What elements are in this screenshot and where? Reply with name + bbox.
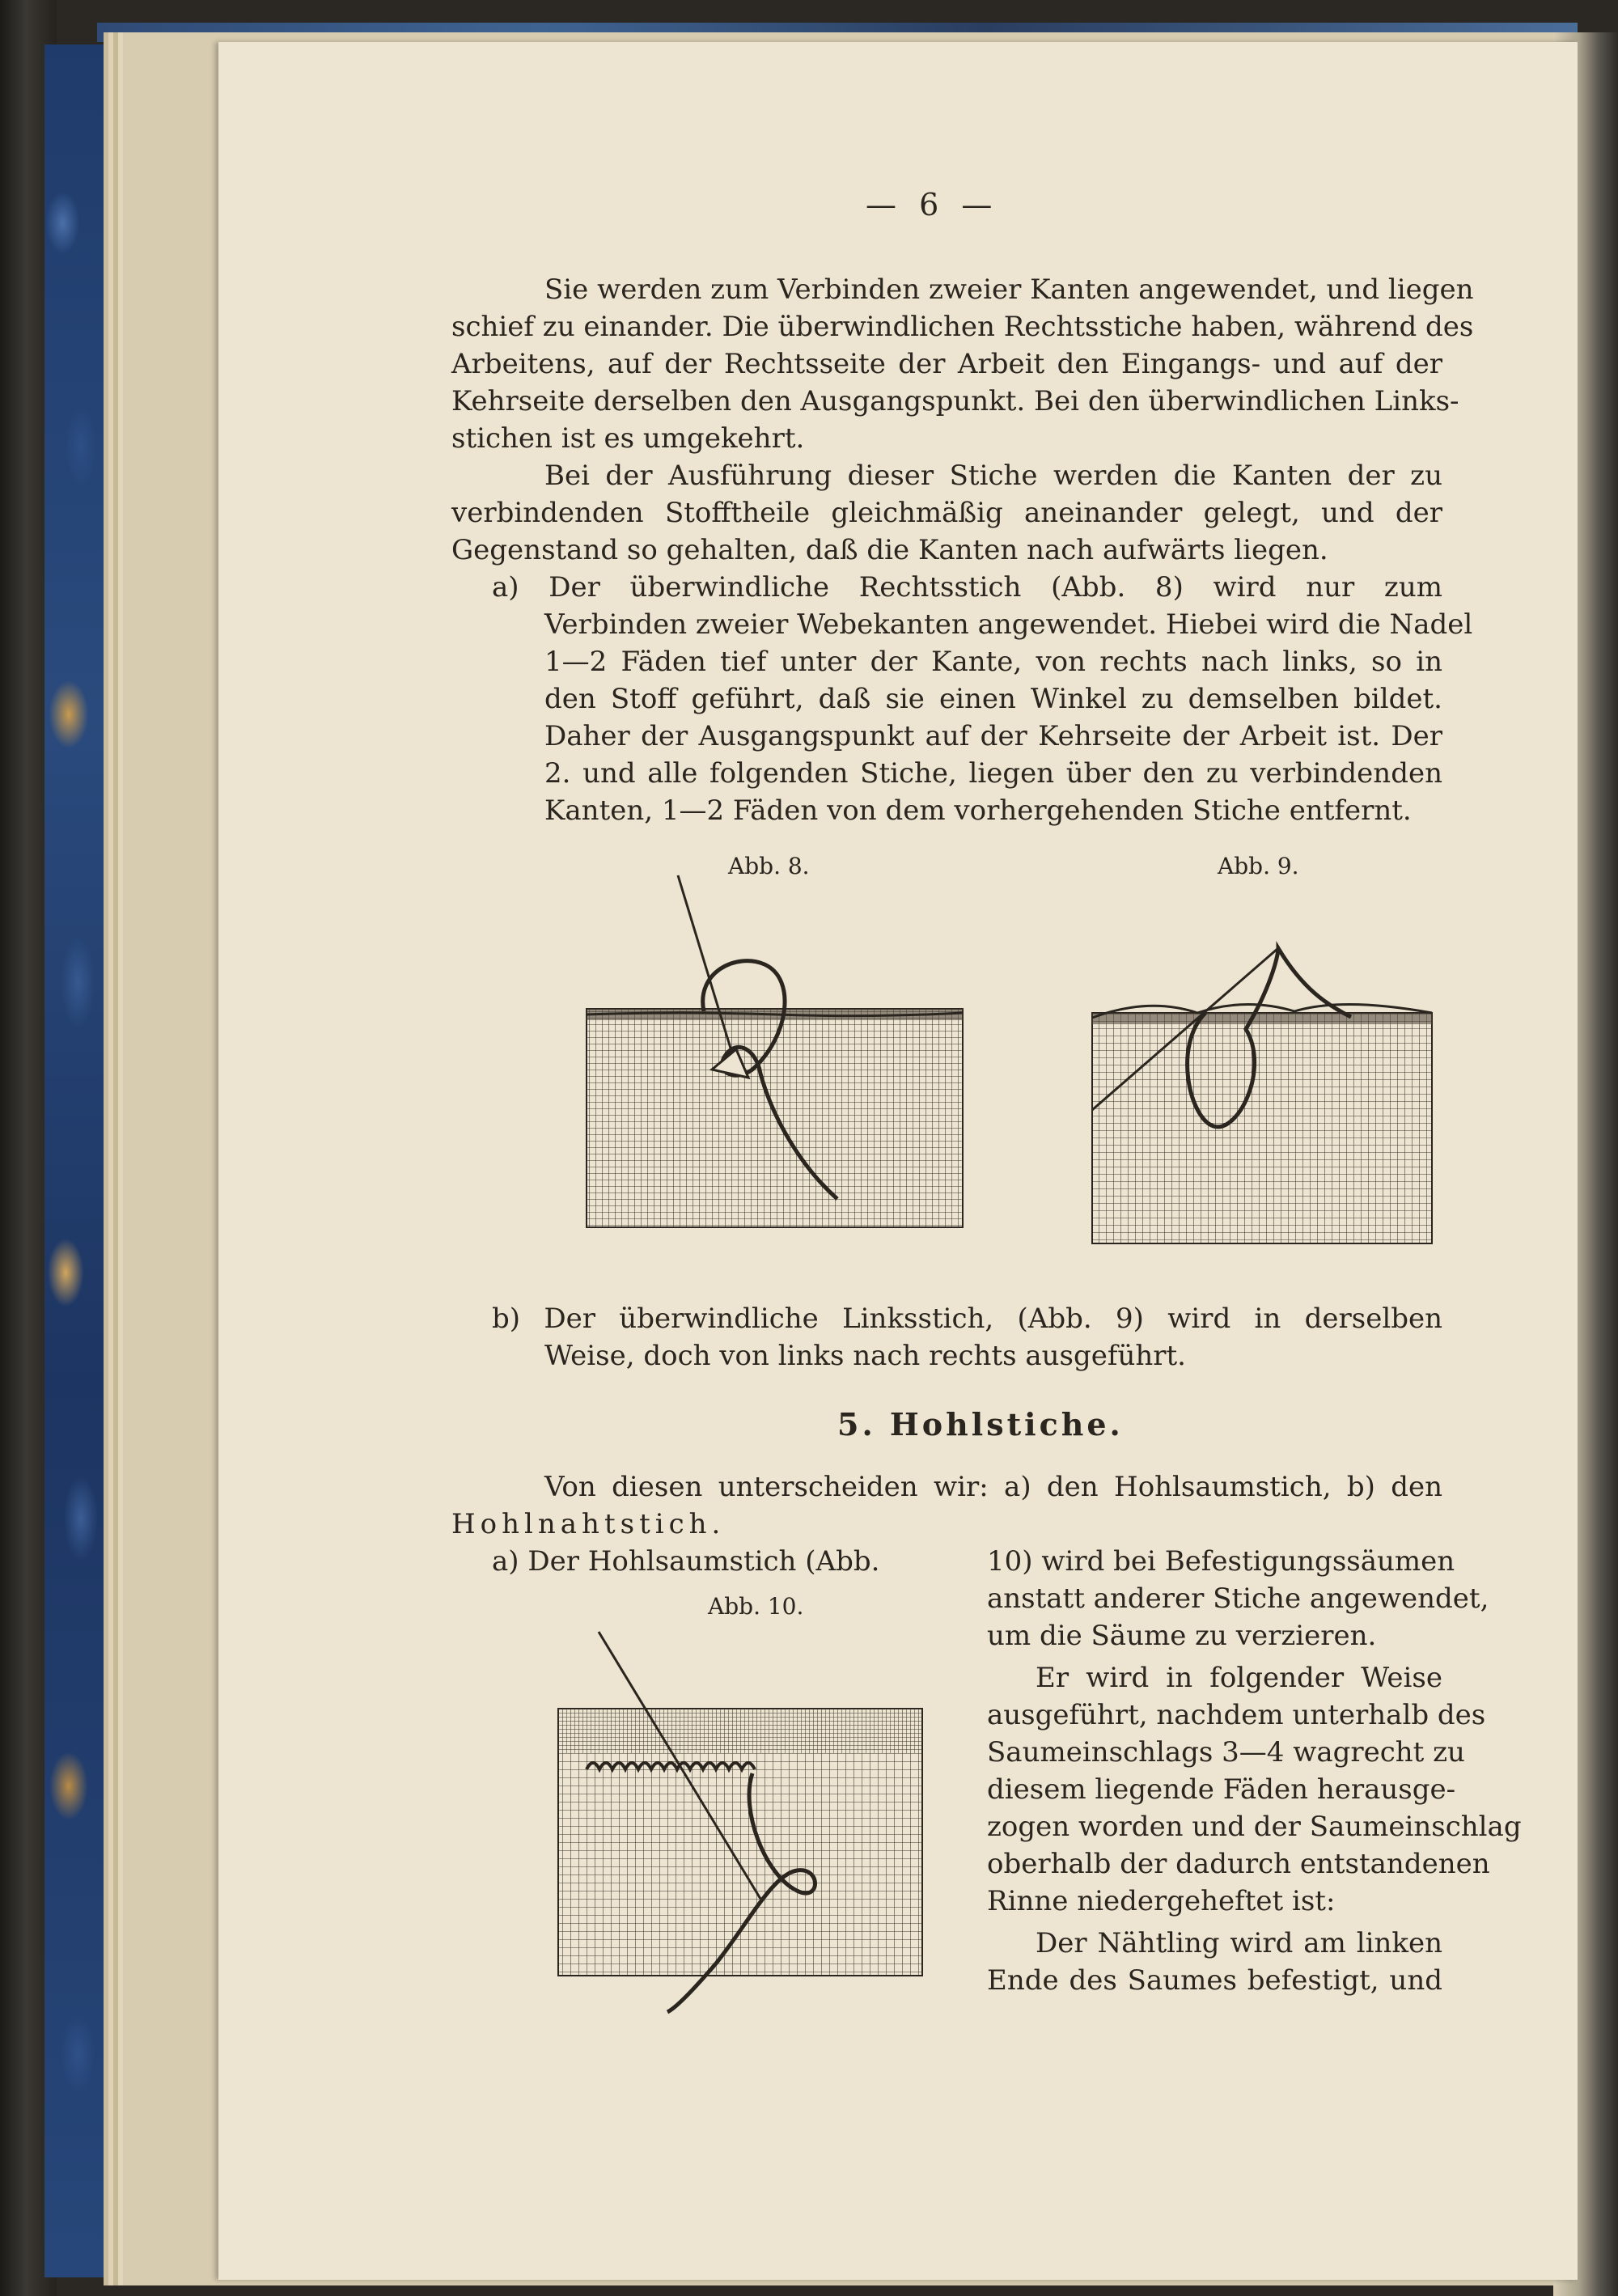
- item-a-line: a) Der überwindliche Rechtsstich (Abb. 8) wird nur zum: [492, 571, 1442, 604]
- para2-line: verbindenden Stofftheile gleichmäßig aneinander gelegt, und der: [451, 497, 1442, 529]
- page-number: — 6 —: [866, 187, 999, 222]
- item-a-line: 2. und alle folgenden Stiche, liegen über den zu verbindenden: [544, 757, 1442, 790]
- right-col3-line: Ende des Saumes befestigt, und: [987, 1964, 1442, 1997]
- para1-line: Sie werden zum Verbinden zweier Kanten angewendet, und liegen: [544, 273, 1474, 306]
- right-col2-line: Rinne niedergeheftet ist:: [987, 1885, 1336, 1917]
- figure-10-illustration: [554, 1632, 926, 2020]
- fig9-caption: Abb. 9.: [1218, 853, 1299, 879]
- right-col-line: um die Säume zu verzieren.: [987, 1620, 1377, 1652]
- para2-line: Gegenstand so gehalten, daß die Kanten nach aufwärts liegen.: [451, 534, 1328, 566]
- para1-line: stichen ist es umgekehrt.: [451, 422, 805, 455]
- right-col2-line: Er wird in folgender Weise: [1036, 1662, 1442, 1694]
- right-col2-line: oberhalb der dadurch entstandenen: [987, 1848, 1490, 1880]
- item-b-line: b) Der überwindliche Linksstich, (Abb. 9) wird in derselben: [492, 1303, 1442, 1335]
- right-col2-line: ausgeführt, nachdem unterhalb des: [987, 1699, 1486, 1731]
- right-col2-line: diesem liegende Fäden herausge-: [987, 1773, 1456, 1806]
- item-a-line: 1—2 Fäden tief unter der Kante, von rechts nach links, so in: [544, 646, 1442, 678]
- item-a-line: Daher der Ausgangspunkt auf der Kehrseite der Arbeit ist. Der: [544, 720, 1442, 752]
- para1-line: schief zu einander. Die überwindlichen Rechtsstiche haben, während des: [451, 311, 1474, 343]
- fig8-caption: Abb. 8.: [728, 853, 810, 879]
- item-a2-start: a) Der Hohlsaumstich (Abb.: [492, 1545, 880, 1578]
- para2-line: Bei der Ausführung dieser Stiche werden die Kanten der zu: [544, 460, 1442, 492]
- fig10-caption: Abb. 10.: [708, 1593, 804, 1620]
- right-col3-line: Der Nähtling wird am linken: [1036, 1927, 1442, 1959]
- book-page: [218, 42, 1578, 2280]
- item-a-line: Verbinden zweier Webekanten angewendet. Hiebei wird die Nadel: [544, 608, 1473, 641]
- right-col-line: anstatt anderer Stiche angewendet,: [987, 1582, 1489, 1615]
- para1-line: Arbeitens, auf der Rechtsseite der Arbeit den Eingangs- und auf der: [451, 348, 1442, 380]
- figure-8-illustration: [582, 875, 971, 1231]
- item-a-line: Kanten, 1—2 Fäden von dem vorhergehenden Stiche entfernt.: [544, 794, 1412, 827]
- item-b-line: Weise, doch von links nach rechts ausgeführt.: [544, 1340, 1186, 1372]
- para3-line: Hohlnahtstich.: [451, 1508, 726, 1540]
- right-col2-line: Saumeinschlags 3—4 wagrecht zu: [987, 1736, 1465, 1769]
- figure-9-illustration: [1084, 875, 1440, 1248]
- marbled-cover-edge: [44, 44, 108, 2277]
- right-col2-line: zogen worden und der Saumeinschlag: [987, 1811, 1522, 1843]
- item-a-line: den Stoff geführt, daß sie einen Winkel zu demselben bildet.: [544, 683, 1442, 715]
- para3-line: Von diesen unterscheiden wir: a) den Hohlsaumstich, b) den: [544, 1471, 1442, 1503]
- section-heading: 5. Hohlstiche.: [837, 1406, 1124, 1442]
- para1-line: Kehrseite derselben den Ausgangspunkt. Bei den überwindlichen Links-: [451, 385, 1459, 417]
- right-col-line: 10) wird bei Befestigungssäumen: [987, 1545, 1455, 1578]
